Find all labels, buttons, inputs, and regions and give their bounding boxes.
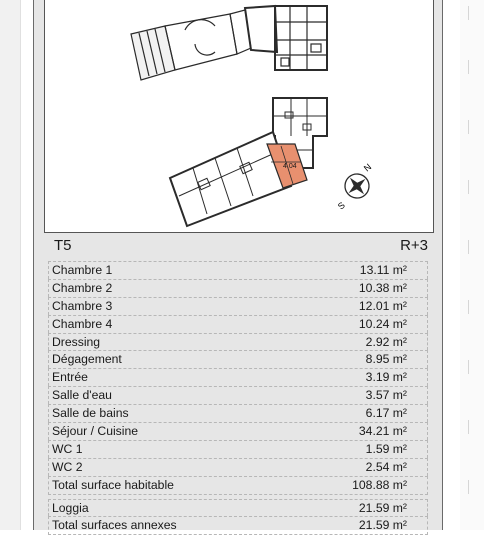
- total-annexes-row: Total surfaces annexes 21.59 m²: [48, 516, 428, 535]
- table-row: Chambre 2 10.38 m²: [48, 279, 428, 297]
- table-row: WC 2 2.54 m²: [48, 458, 428, 476]
- total-habitable-row: Total surface habitable 108.88 m²: [48, 476, 428, 495]
- surface-table: [48, 261, 428, 535]
- table-row: Loggia 21.59 m²: [48, 499, 428, 517]
- right-page-margin: [460, 0, 484, 530]
- table-row: Chambre 3 12.01 m²: [48, 297, 428, 315]
- unit-lot-label: 4.04: [283, 163, 297, 170]
- table-row: Séjour / Cuisine 34.21 m²: [48, 422, 428, 440]
- floor-plan-drawing: [45, 0, 433, 232]
- compass-south-label: S: [335, 200, 347, 212]
- unit-floor: R+3: [400, 237, 428, 254]
- floor-plan-panel: [44, 0, 434, 233]
- unit-type: T5: [54, 237, 72, 254]
- table-row: Dégagement 8.95 m²: [48, 350, 428, 368]
- table-row: Chambre 4 10.24 m²: [48, 315, 428, 333]
- left-scroll-rail: [0, 0, 21, 530]
- unit-header: [48, 236, 428, 256]
- table-row: Salle de bains 6.17 m²: [48, 404, 428, 422]
- table-row: Dressing 2.92 m²: [48, 333, 428, 351]
- plan-sheet: [33, 0, 443, 533]
- table-row: WC 1 1.59 m²: [48, 440, 428, 458]
- table-row: Salle d'eau 3.57 m²: [48, 386, 428, 404]
- compass-north-label: N: [361, 161, 374, 174]
- compass-icon: [340, 169, 374, 203]
- table-row: Chambre 1 13.11 m²: [48, 261, 428, 279]
- table-row: Entrée 3.19 m²: [48, 368, 428, 386]
